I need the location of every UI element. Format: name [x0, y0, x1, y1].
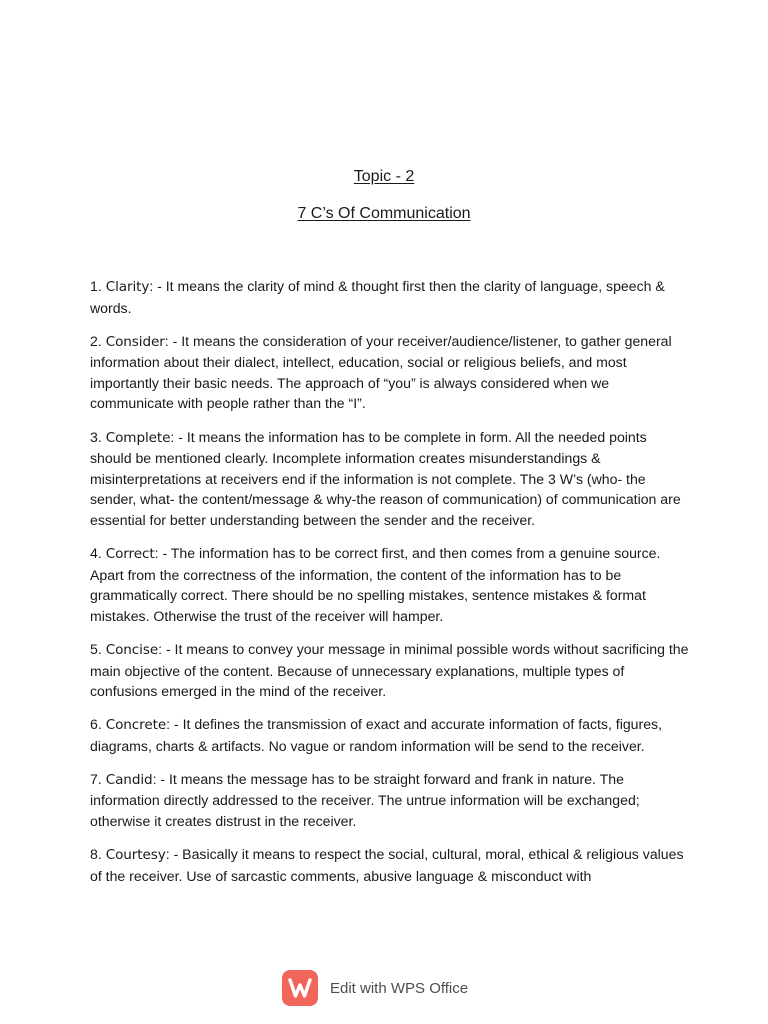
item-number: 4.: [90, 545, 102, 562]
item-text: : - It means the information has to be complete in form. All the needed points should be mentioned clearly. Incomplete information creates misunderstandings & misinterpretations at receivers end if the information is not complete. The 3 W’s (who- the sender, what- the content/message & why-the reason of communication) of communication are essential for better understanding between the sender and the receiver.: [90, 428, 681, 528]
item-term: Candid: [105, 771, 153, 788]
item-number: 5.: [90, 640, 102, 657]
item-term: Courtesy: [105, 847, 166, 864]
item-term: Complete: [105, 429, 171, 446]
item-text: : - It means the clarity of mind & thought first then the clarity of language, speech & words.: [90, 278, 665, 316]
item-text: : - Basically it means to respect the social, cultural, moral, ethical & religious values of the receiver. Use of sarcastic comments, abusive language & misconduct with: [90, 846, 684, 884]
item-term: Concrete: [105, 717, 167, 734]
list-item: [90, 769, 690, 832]
item-number: 8.: [90, 846, 102, 863]
item-number: 1.: [90, 278, 102, 294]
list-item: [90, 427, 690, 531]
wps-w-glyph-icon: [287, 975, 313, 1001]
item-number: 7.: [90, 770, 102, 787]
list-item: [90, 543, 690, 626]
item-number: 2.: [90, 332, 102, 349]
topic-heading: Topic - 2: [353, 168, 415, 185]
list-item: [90, 331, 690, 414]
document-body: [90, 276, 690, 899]
edit-with-wps-link[interactable]: [282, 970, 468, 1006]
item-term: Clarity: [105, 279, 150, 295]
list-item: [90, 844, 690, 886]
item-text: : - It means the consideration of your receiver/audience/listener, to gather general information about their dialect, intellect, education, social or religious beliefs, and most importantly their basic needs. The approach of “you” is always considered when we communicate with people rather than the “I”.: [90, 332, 672, 412]
item-text: : - It means to convey your message in minimal possible words without sacrificing the main objective of the content. Because of unnecessary explanations, multiple types of confusions emerged in the mind of the receiver.: [90, 640, 689, 700]
item-text: : - The information has to be correct first, and then comes from a genuine source. Apart from the correctness of the information, the content of the information has to be grammatically correct. There should be no spelling mistakes, sentence mistakes & format mistakes. Otherwise the trust of the receiver will hamper.: [90, 545, 661, 624]
item-text: : - It defines the transmission of exact and accurate information of facts, figures, diagrams, charts & artifacts. No vague or random information will be send to the receiver.: [90, 716, 663, 754]
list-item: [90, 276, 690, 318]
list-item: [90, 714, 690, 756]
wps-footer-label: Edit with WPS Office: [330, 979, 469, 997]
item-term: Concise: [105, 641, 159, 658]
wps-office-logo-icon: [282, 970, 318, 1006]
item-term: Correct: [105, 546, 155, 563]
document-title: 7 C’s Of Communication: [297, 205, 471, 222]
item-text: : - It means the message has to be straight forward and frank in nature. The information directly addressed to the receiver. The untrue information will be exchanged; otherwise it creates distrust in the receiver.: [90, 770, 640, 830]
item-term: Consider: [105, 333, 165, 350]
list-item: [90, 639, 690, 702]
item-number: 6.: [90, 716, 102, 733]
item-number: 3.: [90, 428, 102, 445]
